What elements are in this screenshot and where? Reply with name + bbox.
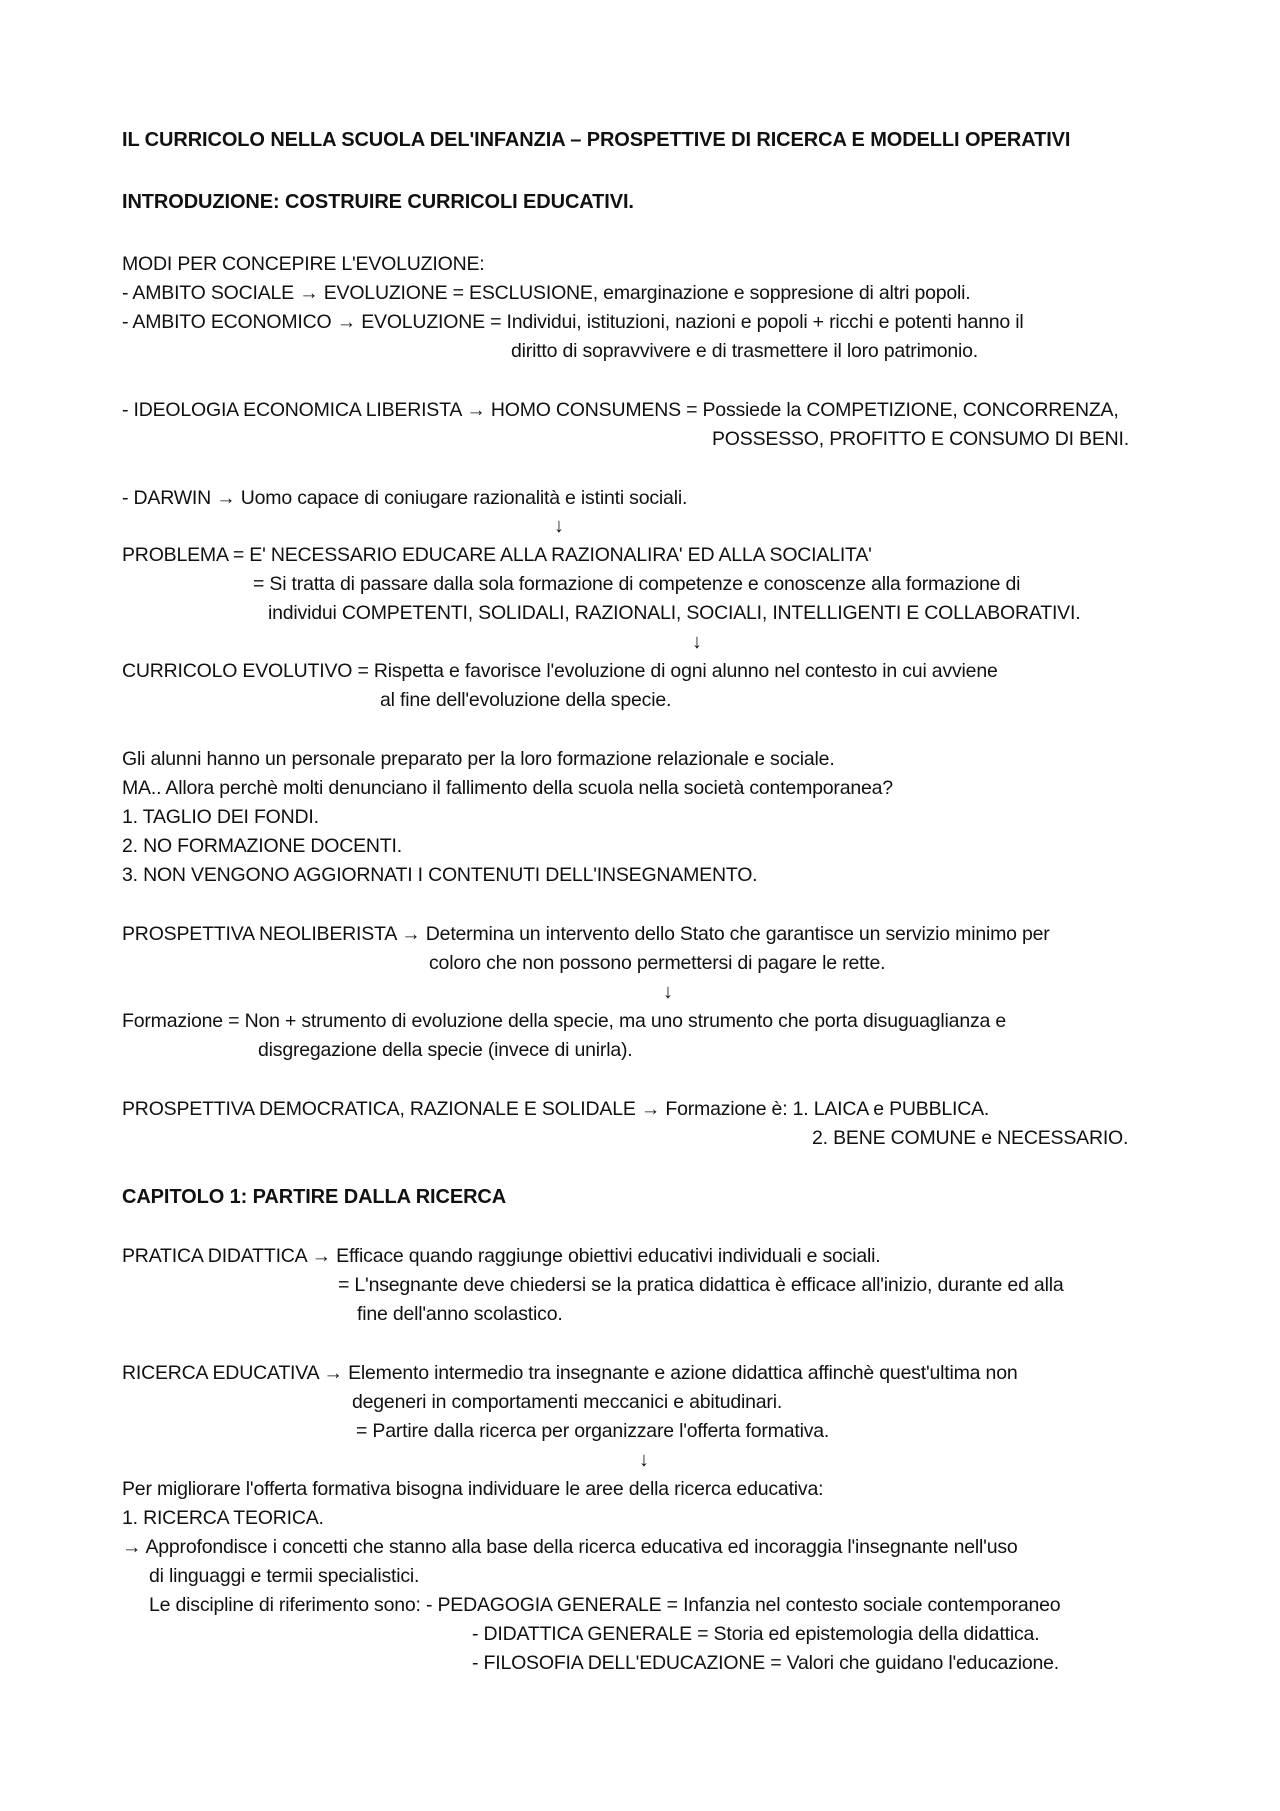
pratica-didattica-continuation-1: = L'nsegnante deve chiedersi se la pratica didattica è efficace all'inizio, durante ed alla bbox=[338, 1274, 1064, 1296]
formazione-line: Formazione = Non + strumento di evoluzione della specie, ma uno strumento che porta disuguaglianza e bbox=[122, 1010, 1007, 1032]
document-title: IL CURRICOLO NELLA SCUOLA DEL'INFANZIA – PROSPETTIVE DI RICERCA E MODELLI OPERATIVI bbox=[122, 129, 1071, 151]
neoliberista-line: PROSPETTIVA NEOLIBERISTA → Determina un intervento dello Stato che garantisce un servizio minimo per bbox=[122, 923, 1050, 945]
ricerca-teorica-heading: 1. RICERCA TEORICA. bbox=[122, 1507, 324, 1529]
arrow-down-icon: ↓ bbox=[663, 981, 673, 1003]
pratica-didattica-line: PRATICA DIDATTICA → Efficace quando raggiunge obiettivi educativi individuali e sociali. bbox=[122, 1245, 881, 1267]
ricerca-teorica-continuation: di linguaggi e termii specialistici. bbox=[149, 1565, 420, 1587]
curricolo-evolutivo-line: CURRICOLO EVOLUTIVO = Rispetta e favorisce l'evoluzione di ogni alunno nel contesto in cui avviene bbox=[122, 660, 998, 682]
discipline-item: - DIDATTICA GENERALE = Storia ed epistemologia della didattica. bbox=[472, 1623, 1040, 1645]
neoliberista-continuation: coloro che non possono permettersi di pagare le rette. bbox=[429, 952, 886, 974]
arrow-down-icon: ↓ bbox=[692, 631, 702, 653]
intro-heading: INTRODUZIONE: COSTRUIRE CURRICOLI EDUCATIVI. bbox=[122, 191, 634, 213]
democratica-continuation: 2. BENE COMUNE e NECESSARIO. bbox=[812, 1127, 1129, 1149]
ricerca-educativa-line: RICERCA EDUCATIVA → Elemento intermedio tra insegnante e azione didattica affinchè quest'ultima non bbox=[122, 1362, 1018, 1384]
list-item: 3. NON VENGONO AGGIORNATI I CONTENUTI DELL'INSEGNAMENTO. bbox=[122, 864, 758, 886]
list-item: 1. TAGLIO DEI FONDI. bbox=[122, 806, 319, 828]
alunni-line: Gli alunni hanno un personale preparato per la loro formazione relazionale e sociale. bbox=[122, 748, 835, 770]
discipline-line: Le discipline di riferimento sono: - PEDAGOGIA GENERALE = Infanzia nel contesto sociale contemporaneo bbox=[149, 1594, 1061, 1616]
arrow-down-icon: ↓ bbox=[554, 515, 564, 537]
ambito-economico-line: - AMBITO ECONOMICO → EVOLUZIONE = Individui, istituzioni, nazioni e popoli + ricchi e potenti hanno il bbox=[122, 311, 1024, 333]
ambito-economico-continuation: diritto di sopravvivere e di trasmettere il loro patrimonio. bbox=[511, 340, 979, 362]
problema-continuation-2: individui COMPETENTI, SOLIDALI, RAZIONALI, SOCIALI, INTELLIGENTI E COLLABORATIVI. bbox=[268, 602, 1081, 624]
discipline-item: - FILOSOFIA DELL'EDUCAZIONE = Valori che guidano l'educazione. bbox=[472, 1652, 1059, 1674]
curricolo-evolutivo-continuation: al fine dell'evoluzione della specie. bbox=[380, 689, 672, 711]
modi-heading: MODI PER CONCEPIRE L'EVOLUZIONE: bbox=[122, 253, 485, 275]
democratica-line: PROSPETTIVA DEMOCRATICA, RAZIONALE E SOLIDALE → Formazione è: 1. LAICA e PUBBLICA. bbox=[122, 1098, 990, 1120]
migliorare-line: Per migliorare l'offerta formativa bisogna individuare le aree della ricerca educativa: bbox=[122, 1478, 824, 1500]
formazione-continuation: disgregazione della specie (invece di unirla). bbox=[258, 1039, 633, 1061]
list-item: 2. NO FORMAZIONE DOCENTI. bbox=[122, 835, 402, 857]
darwin-line: - DARWIN → Uomo capace di coniugare razionalità e istinti sociali. bbox=[122, 487, 688, 509]
ricerca-teorica-line: → Approfondisce i concetti che stanno alla base della ricerca educativa ed incoraggia l'insegnante nell'uso bbox=[122, 1536, 1018, 1558]
capitolo-1-heading: CAPITOLO 1: PARTIRE DALLA RICERCA bbox=[122, 1186, 507, 1208]
arrow-down-icon: ↓ bbox=[639, 1449, 649, 1471]
ricerca-educativa-continuation-2: = Partire dalla ricerca per organizzare l'offerta formativa. bbox=[356, 1420, 830, 1442]
ideologia-continuation: POSSESSO, PROFITTO E CONSUMO DI BENI. bbox=[712, 428, 1129, 450]
pratica-didattica-continuation-2: fine dell'anno scolastico. bbox=[357, 1303, 563, 1325]
problema-line: PROBLEMA = E' NECESSARIO EDUCARE ALLA RAZIONALIRA' ED ALLA SOCIALITA' bbox=[122, 544, 872, 566]
ricerca-educativa-continuation-1: degeneri in comportamenti meccanici e abitudinari. bbox=[352, 1391, 783, 1413]
alunni-question: MA.. Allora perchè molti denunciano il fallimento della scuola nella società contemporanea? bbox=[122, 777, 893, 799]
problema-continuation-1: = Si tratta di passare dalla sola formazione di competenze e conoscenze alla formazione di bbox=[253, 573, 1021, 595]
ambito-sociale-line: - AMBITO SOCIALE → EVOLUZIONE = ESCLUSIONE, emarginazione e soppresione di altri popoli. bbox=[122, 282, 971, 304]
ideologia-line: - IDEOLOGIA ECONOMICA LIBERISTA → HOMO CONSUMENS = Possiede la COMPETIZIONE, CONCORRENZA, bbox=[122, 399, 1119, 421]
